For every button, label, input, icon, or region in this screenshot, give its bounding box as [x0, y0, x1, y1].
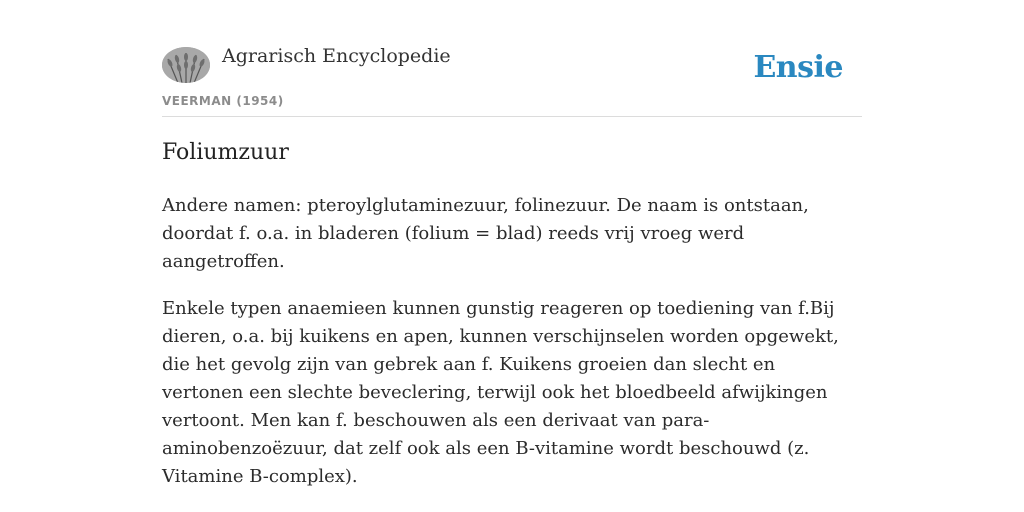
source-header	[162, 0, 862, 117]
brand-logo[interactable]: Ensie	[753, 50, 843, 85]
source-title[interactable]: Agrarisch Encyclopedie	[222, 45, 451, 67]
article-paragraph: Enkele typen anaemieen kunnen gunstig reageren op toediening van f.Bij dieren, o.a. bij kuikens en apen, kunnen verschijnselen worden opgewekt, die het gevolg zijn van gebrek aan f. Kuikens groeien dan slecht en vertonen een slechte beveclering, terwijl ook het bloedbeeld afwijkingen vertoont. Men kan f. beschouwen als een derivaat van para-aminobenzoëzuur, dat zelf ook als een B-vitamine wordt beschouwd (z. Vitamine B-complex).	[162, 298, 839, 487]
source-meta: VEERMAN (1954)	[162, 94, 284, 108]
article-body	[162, 192, 862, 510]
page	[162, 0, 862, 487]
wheat-grain-icon[interactable]	[162, 47, 210, 83]
article-paragraph: Andere namen: pteroylglutaminezuur, folinezuur. De naam is ontstaan, doordat f. o.a. in bladeren (folium = blad) reeds vrij vroeg werd aangetroffen.	[162, 195, 809, 272]
article-title: Foliumzuur	[162, 140, 289, 165]
